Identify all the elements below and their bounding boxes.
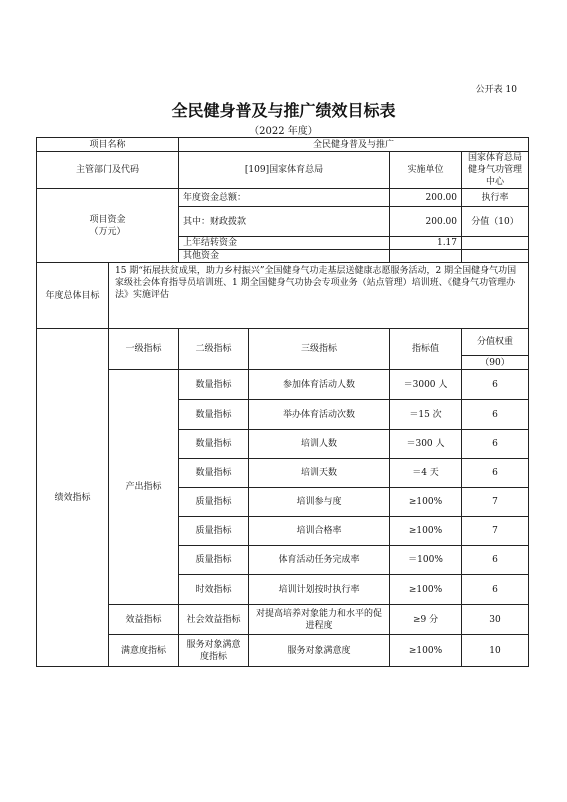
row-weight: 6 [462,430,529,459]
funds-label: 项目资金 （万元） [37,189,179,263]
row-weight: 6 [462,370,529,400]
annual-funds-label: 年度资金总额： [179,189,390,207]
fiscal-funds-value: 200.00 [390,207,462,237]
year-label: （2022 年度） [249,126,318,137]
performance-table [36,137,529,667]
row-weight: 6 [462,400,529,430]
impl-value: 国家体育总局健身气功管理中心 [462,152,529,189]
satisfaction-level2: 服务对象满意度指标 [179,635,249,667]
row-level2: 质量指标 [179,488,249,517]
row-value: ＝4 天 [390,459,462,488]
header-weight-total: （90） [462,356,529,370]
row-level3: 体育活动任务完成率 [249,546,390,575]
row-level2: 数量指标 [179,459,249,488]
score-label: 分值（10） [462,207,529,237]
row-weight: 6 [462,546,529,575]
row-weight: 6 [462,459,529,488]
satisfaction-weight: 10 [462,635,529,667]
row-level3: 培训参与度 [249,488,390,517]
annual-goal-label: 年度总体目标 [37,263,109,329]
benefit-level2: 社会效益指标 [179,605,249,635]
satisfaction-level3: 服务对象满意度 [249,635,390,667]
annual-funds-value: 200.00 [390,189,462,207]
row-level3: 培训计划按时执行率 [249,575,390,605]
annual-goal-text: 15 期“拓展扶贫成果，助力乡村振兴”全国健身气功走基层送健康志愿服务活动，2 期全国健身气功国家级社会体育指导员培训班、1 期全国健身气功协会专项业务（站点管理）培训班、《健身气功管理办法》实施评估 [109,263,529,329]
carryover-funds-value: 1.17 [390,237,462,250]
row-level3: 参加体育活动人数 [249,370,390,400]
header-level3: 三级指标 [249,329,390,370]
row-level3: 培训合格率 [249,517,390,546]
performance-indicators-label: 绩效指标 [37,329,109,667]
row-level2: 质量指标 [179,546,249,575]
project-name-label: 项目名称 [37,138,179,152]
row-level3: 举办体育活动次数 [249,400,390,430]
row-value: ＝100% [390,546,462,575]
impl-label: 实施单位 [390,152,462,189]
fiscal-funds-label: 其中：财政拨款 [179,207,390,237]
row-weight: 6 [462,575,529,605]
header-weight: 分值权重 [462,329,529,356]
row-value: ＝15 次 [390,400,462,430]
benefit-value: ≥9 分 [390,605,462,635]
satisfaction-level1: 满意度指标 [109,635,179,667]
row-level2: 数量指标 [179,400,249,430]
page-title: 全民健身普及与推广绩效目标表 [171,101,396,120]
row-value: ＝3000 人 [390,370,462,400]
row-level3: 培训人数 [249,430,390,459]
header-level1: 一级指标 [109,329,179,370]
row-weight: 7 [462,488,529,517]
row-level2: 质量指标 [179,517,249,546]
exec-rate-label: 执行率 [462,189,529,207]
header-level2: 二级指标 [179,329,249,370]
row-value: ≥100% [390,575,462,605]
empty-cell [462,237,529,250]
page-label: 公开表 10 [475,85,517,95]
empty-cell [462,250,529,263]
benefit-weight: 30 [462,605,529,635]
other-funds-label: 其他资金 [179,250,390,263]
row-level3: 培训天数 [249,459,390,488]
carryover-funds-label: 上年结转资金 [179,237,390,250]
row-value: ≥100% [390,517,462,546]
output-indicators-label: 产出指标 [109,370,179,605]
dept-label: 主管部门及代码 [37,152,179,189]
satisfaction-value: ≥100% [390,635,462,667]
row-level2: 数量指标 [179,430,249,459]
row-level2: 时效指标 [179,575,249,605]
dept-value: [109]国家体育总局 [179,152,390,189]
header-value: 指标值 [390,329,462,370]
row-weight: 7 [462,517,529,546]
benefit-level3: 对提高培养对象能力和水平的促进程度 [249,605,390,635]
row-level2: 数量指标 [179,370,249,400]
benefit-level1: 效益指标 [109,605,179,635]
project-name-value: 全民健身普及与推广 [179,138,529,152]
row-value: ≥100% [390,488,462,517]
row-value: ＝300 人 [390,430,462,459]
empty-cell [390,250,462,263]
